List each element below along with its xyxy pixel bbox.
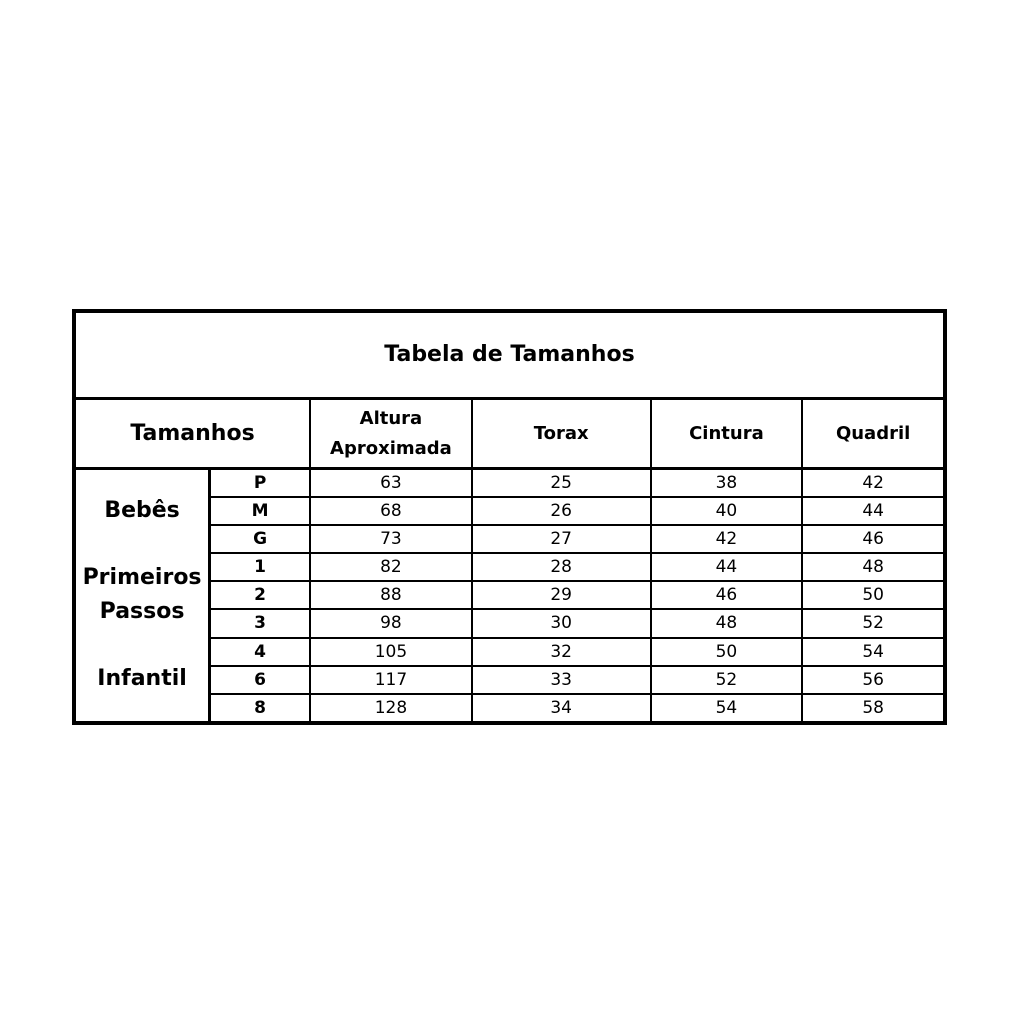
- size-code: 3: [210, 609, 310, 637]
- size-code: P: [210, 468, 310, 497]
- chest-cell: 29: [472, 581, 651, 609]
- waist-cell: 40: [651, 497, 803, 525]
- hip-cell: 52: [802, 609, 945, 637]
- height-cell: 68: [310, 497, 472, 525]
- header-tamanhos: Tamanhos: [74, 399, 310, 468]
- hip-cell: 42: [802, 468, 945, 497]
- chest-cell: 28: [472, 553, 651, 581]
- waist-cell: 44: [651, 553, 803, 581]
- group-bebes-label: Bebês: [104, 498, 180, 524]
- group-primeiros-passos-line2: Passos: [99, 599, 185, 625]
- waist-cell: 54: [651, 694, 803, 723]
- chest-cell: 26: [472, 497, 651, 525]
- waist-cell: 46: [651, 581, 803, 609]
- group-primeiros-passos-line1: Primeiros: [82, 565, 202, 591]
- height-cell: 105: [310, 638, 472, 666]
- waist-cell: 48: [651, 609, 803, 637]
- height-cell: 82: [310, 553, 472, 581]
- size-code: 8: [210, 694, 310, 723]
- group-infantil-label: Infantil: [97, 666, 187, 692]
- hip-cell: 54: [802, 638, 945, 666]
- waist-cell: 42: [651, 525, 803, 553]
- header-row: [74, 399, 945, 468]
- header-altura-aproximada: [310, 399, 472, 468]
- chest-cell: 33: [472, 666, 651, 694]
- chest-cell: 27: [472, 525, 651, 553]
- size-code: 4: [210, 638, 310, 666]
- height-cell: 128: [310, 694, 472, 723]
- size-code: M: [210, 497, 310, 525]
- height-cell: 117: [310, 666, 472, 694]
- waist-cell: 38: [651, 468, 803, 497]
- group-bebes: [74, 468, 210, 553]
- table-row: [74, 638, 945, 666]
- size-table: [72, 309, 947, 725]
- height-cell: 98: [310, 609, 472, 637]
- hip-cell: 44: [802, 497, 945, 525]
- table-row: [74, 553, 945, 581]
- header-altura-line1: Altura: [359, 407, 423, 429]
- size-code: G: [210, 525, 310, 553]
- group-primeiros-passos: [74, 553, 210, 637]
- header-quadril: Quadril: [802, 399, 945, 468]
- height-cell: 63: [310, 468, 472, 497]
- header-altura-line2: Aproximada: [330, 437, 452, 459]
- chest-cell: 30: [472, 609, 651, 637]
- table-title: Tabela de Tamanhos: [74, 311, 945, 399]
- size-code: 2: [210, 581, 310, 609]
- chest-cell: 25: [472, 468, 651, 497]
- hip-cell: 56: [802, 666, 945, 694]
- title-row: [74, 311, 945, 399]
- hip-cell: 46: [802, 525, 945, 553]
- height-cell: 88: [310, 581, 472, 609]
- waist-cell: 50: [651, 638, 803, 666]
- hip-cell: 50: [802, 581, 945, 609]
- chest-cell: 32: [472, 638, 651, 666]
- header-torax: Torax: [472, 399, 651, 468]
- waist-cell: 52: [651, 666, 803, 694]
- group-infantil: [74, 638, 210, 724]
- size-code: 6: [210, 666, 310, 694]
- chest-cell: 34: [472, 694, 651, 723]
- hip-cell: 48: [802, 553, 945, 581]
- hip-cell: 58: [802, 694, 945, 723]
- table-row: [74, 468, 945, 497]
- size-code: 1: [210, 553, 310, 581]
- header-cintura: Cintura: [651, 399, 803, 468]
- height-cell: 73: [310, 525, 472, 553]
